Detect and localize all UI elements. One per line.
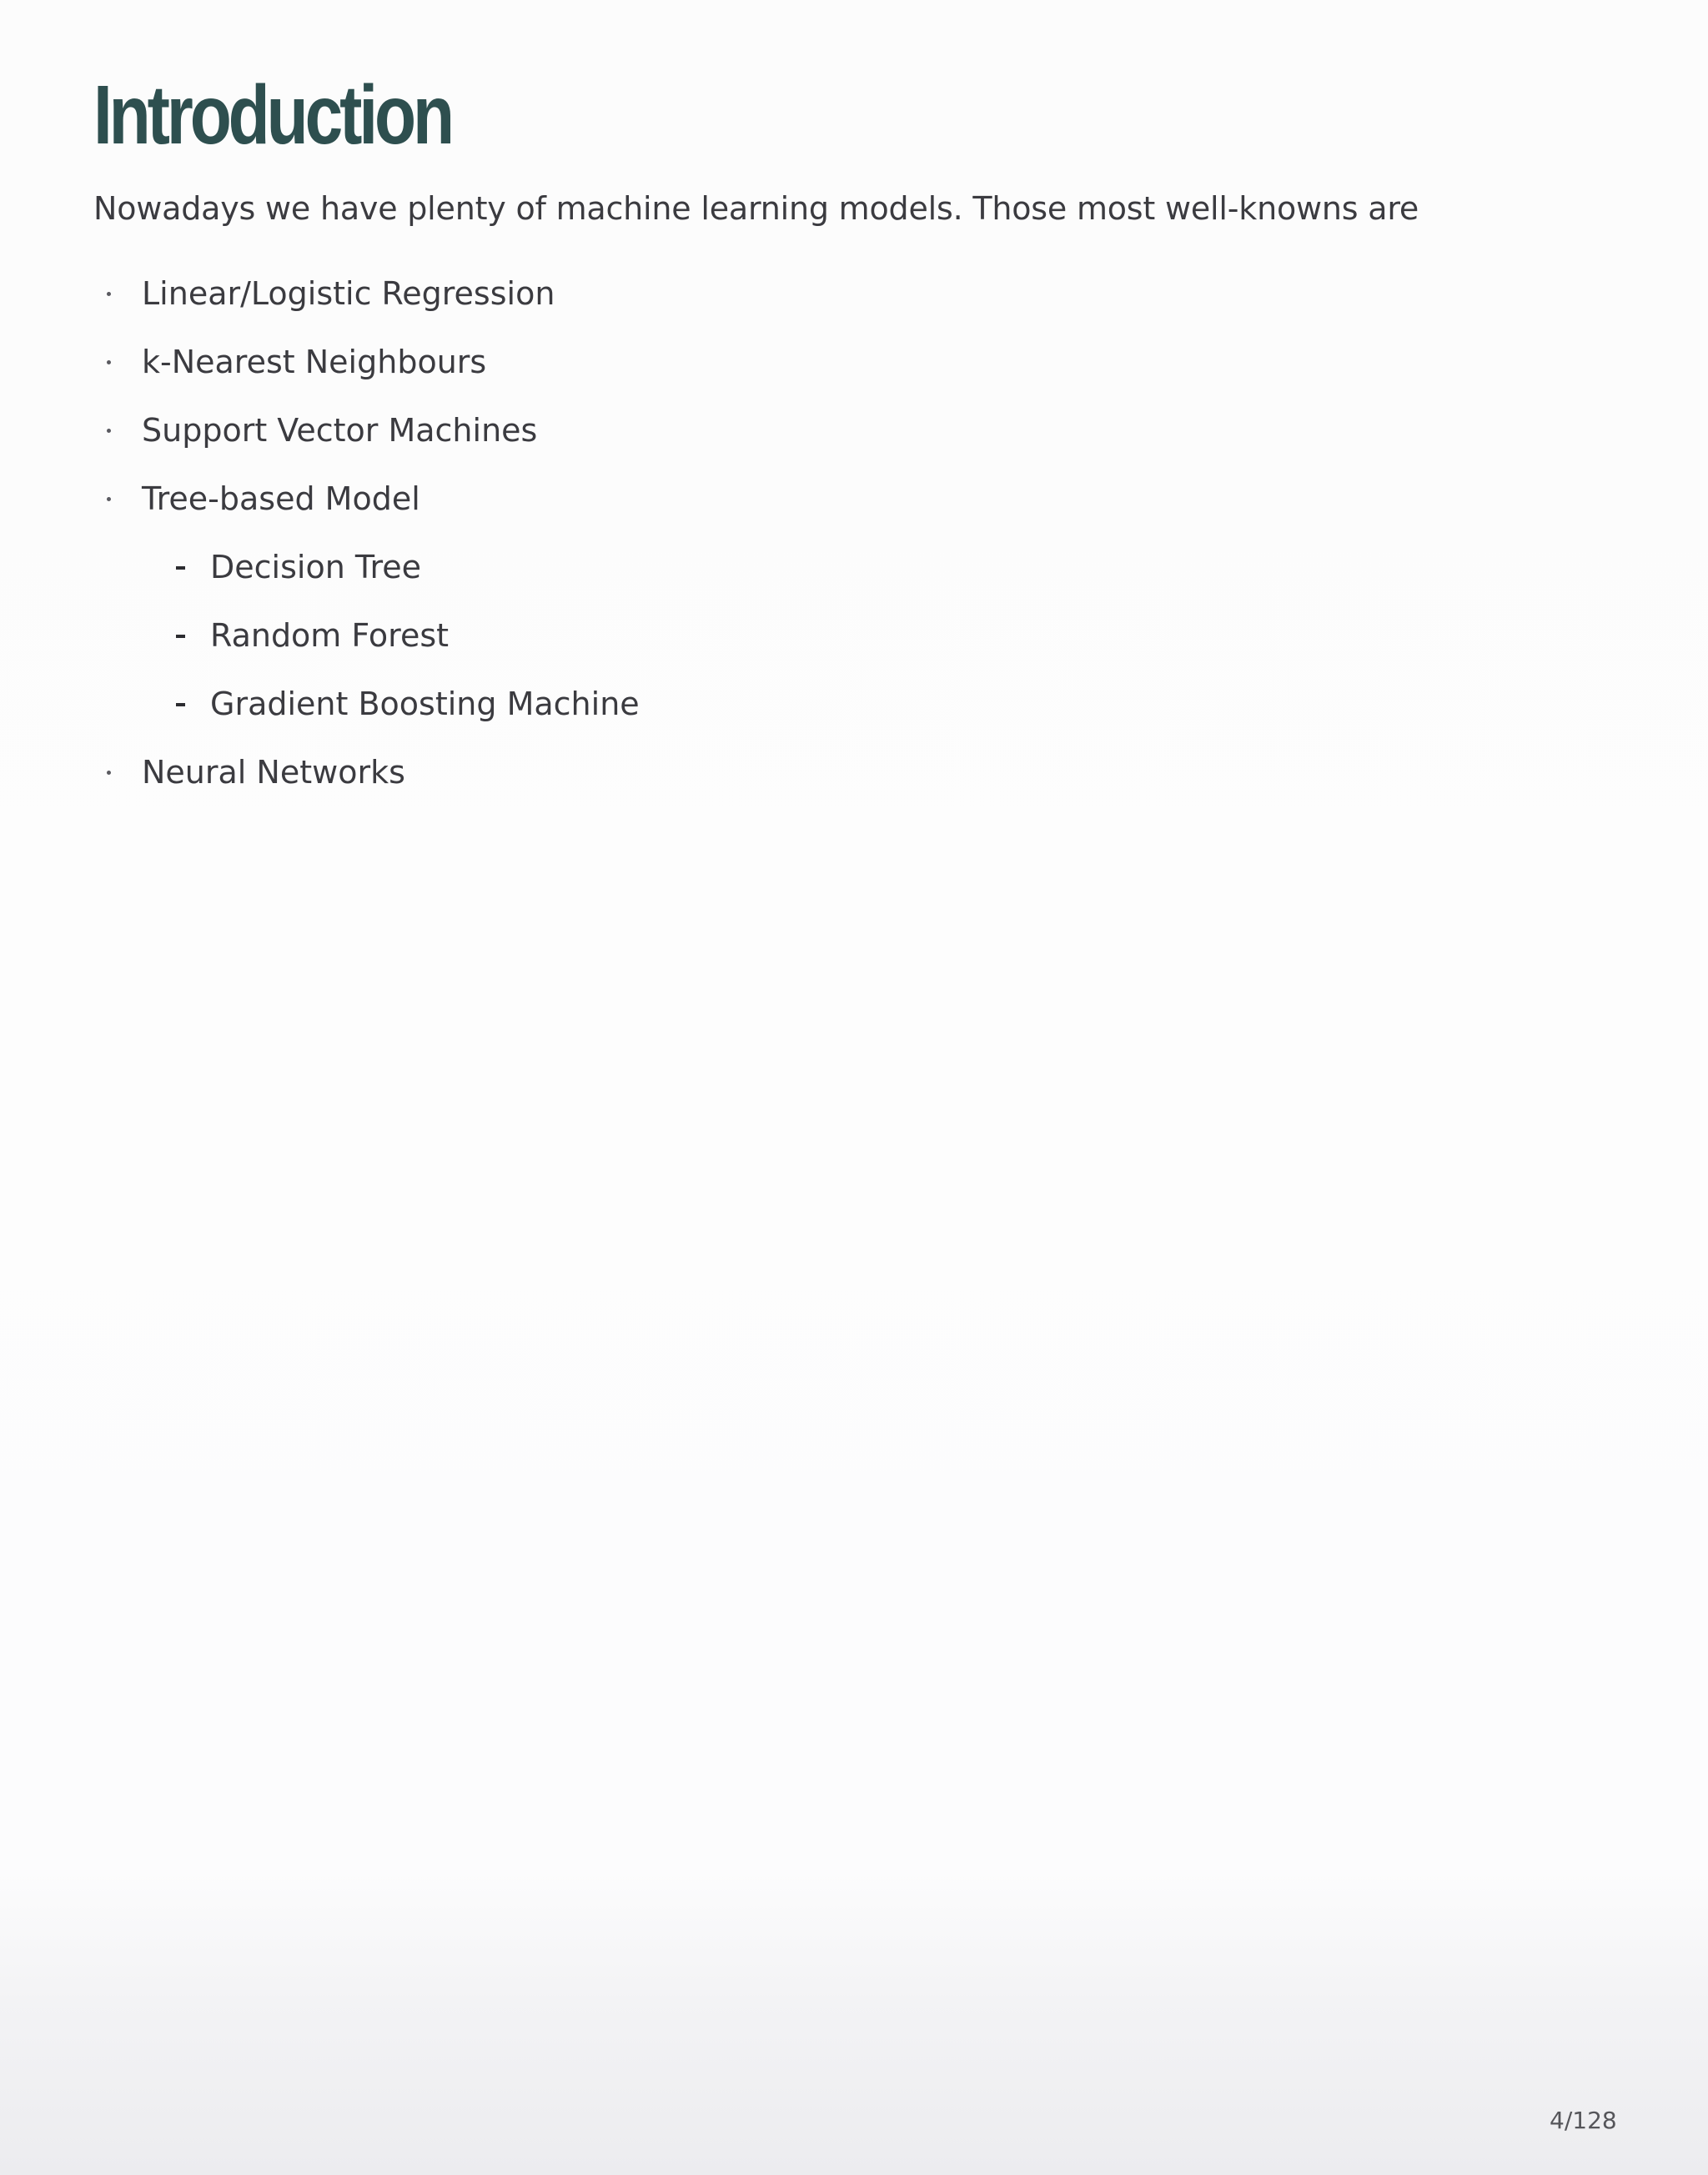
bullet-icon	[107, 497, 111, 501]
sub-list-item-label: Gradient Boosting Machine	[210, 686, 640, 722]
dash-icon	[176, 703, 185, 706]
list-item-label: Tree-based Model	[142, 480, 420, 517]
bullet-icon	[107, 429, 111, 433]
bullet-icon	[107, 360, 111, 364]
list-item-label: Neural Networks	[142, 754, 405, 791]
bullet-icon	[107, 292, 111, 296]
dash-icon	[176, 635, 185, 638]
list-item-label: Support Vector Machines	[142, 412, 538, 449]
sub-list-item-label: Decision Tree	[210, 549, 422, 585]
list-item-label: k-Nearest Neighbours	[142, 344, 487, 380]
intro-paragraph: Nowadays we have plenty of machine learning models. Those most well-knowns are	[93, 190, 1419, 227]
sub-list-item-label: Random Forest	[210, 617, 450, 654]
bullet-icon	[107, 771, 111, 775]
page-number: 4/128	[1550, 2107, 1617, 2134]
list-item-label: Linear/Logistic Regression	[142, 275, 555, 312]
dash-icon	[176, 566, 185, 570]
slide-title: Introduction	[93, 68, 452, 162]
